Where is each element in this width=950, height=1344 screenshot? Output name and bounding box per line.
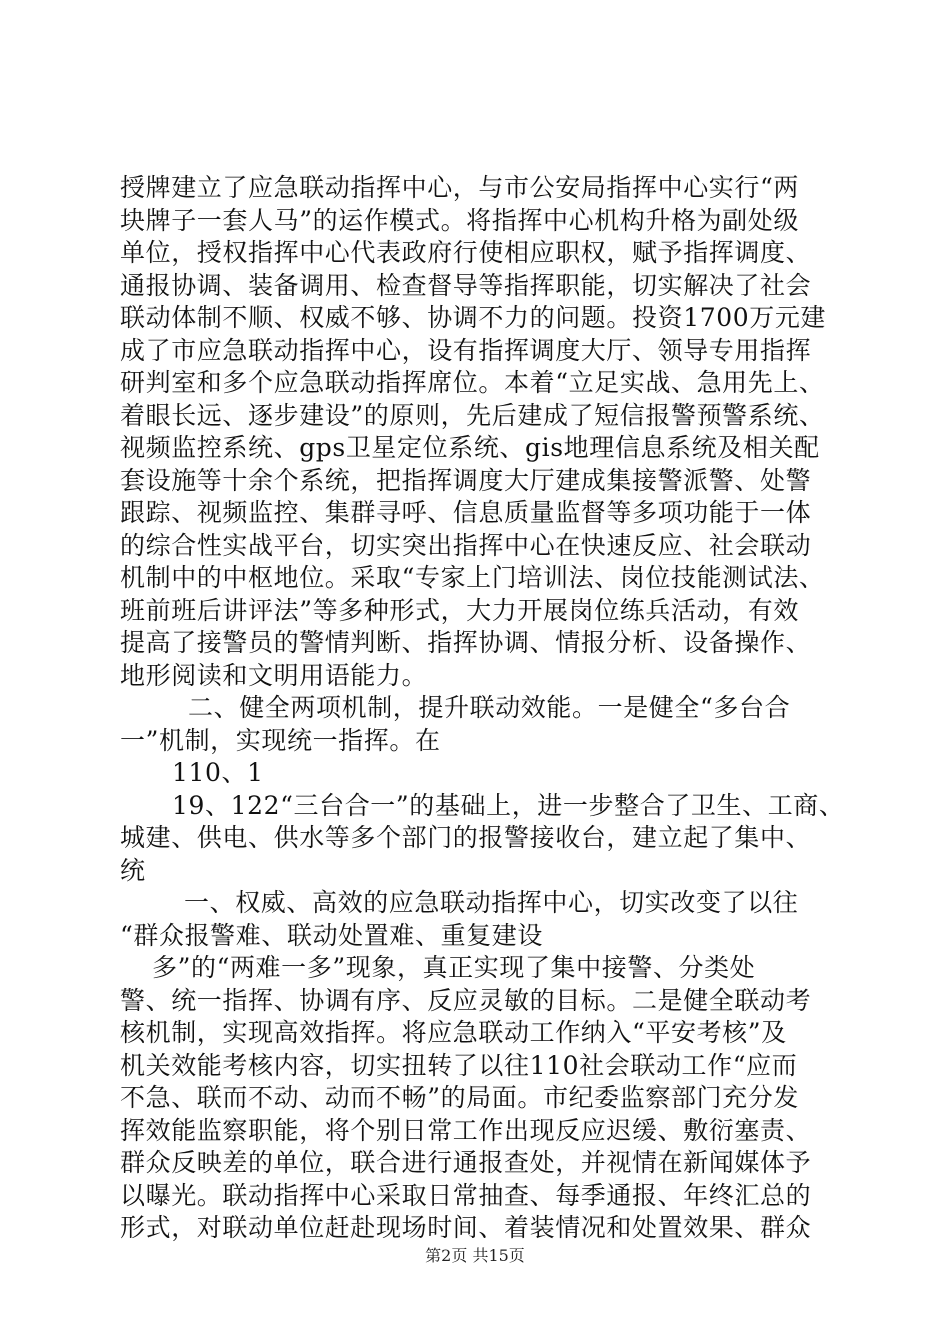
text-line: 多”的“两难一多”现象，真正实现了集中接警、分类处 xyxy=(152,953,756,982)
text-line: 110、1 xyxy=(172,758,264,787)
text-line: 成了市应急联动指挥中心，设有指挥调度大厅、领导专用指挥 xyxy=(120,335,812,365)
text-line: 群众反映差的单位，联合进行通报查处，并视情在新闻媒体予 xyxy=(120,1148,812,1177)
text-line: 研判室和多个应急联动指挥席位。本着“立足实战、急用先上、 xyxy=(120,368,825,397)
page-footer: 第2页 共15页 xyxy=(425,1246,525,1265)
text-line: 地形阅读和文明用语能力。 xyxy=(120,660,428,690)
text-line: 机关效能考核内容，切实扭转了以往110社会联动工作“应而 xyxy=(120,1050,798,1080)
text-line: 一”机制，实现统一指挥。在 xyxy=(120,725,441,755)
text-line: “群众报警难、联动处置难、重复建设 xyxy=(120,920,543,950)
document-body xyxy=(120,172,850,1245)
text-line: 套设施等十余个系统，把指挥调度大厅建成集接警派警、处警 xyxy=(120,465,812,495)
text-line: 班前班后讲评法”等多种形式，大力开展岗位练兵活动，有效 xyxy=(120,595,799,625)
text-line: 挥效能监察职能，将个别日常工作出现反应迟缓、敷衍塞责、 xyxy=(120,1115,812,1145)
text-line: 视频监控系统、gps卫星定位系统、gis地理信息系统及相关配 xyxy=(120,433,820,462)
text-line: 单位，授权指挥中心代表政府行使相应职权，赋予指挥调度、 xyxy=(120,238,812,267)
text-line: 着眼长远、逐步建设”的原则，先后建成了短信报警预警系统、 xyxy=(120,400,825,430)
text-line: 一、权威、高效的应急联动指挥中心，切实改变了以往 xyxy=(184,888,799,917)
text-line: 19、122“三台合一”的基础上，进一步整合了卫生、工商、 xyxy=(172,790,845,820)
text-line: 核机制，实现高效指挥。将应急联动工作纳入“平安考核”及 xyxy=(120,1018,787,1047)
text-line: 通报协调、装备调用、检查督导等指挥职能，切实解决了社会 xyxy=(120,270,812,300)
text-line: 城建、供电、供水等多个部门的报警接收台，建立起了集中、 xyxy=(120,823,812,852)
text-line: 跟踪、视频监控、集群寻呼、信息质量监督等多项功能于一体 xyxy=(120,498,812,527)
text-line: 联动体制不顺、权威不够、协调不力的问题。投资1700万元建 xyxy=(120,303,827,332)
text-line: 授牌建立了应急联动指挥中心，与市公安局指挥中心实行“两 xyxy=(120,173,799,202)
text-line: 机制中的中枢地位。采取“专家上门培训法、岗位技能测试法、 xyxy=(120,563,825,592)
text-line: 以曝光。联动指挥中心采取日常抽查、每季通报、年终汇总的 xyxy=(120,1180,812,1210)
section-heading-line: 二、健全两项机制，提升联动效能。一是健全“多台合 xyxy=(188,693,791,722)
text-line: 警、统一指挥、协调有序、反应灵敏的目标。二是健全联动考 xyxy=(120,985,812,1015)
text-line: 块牌子一套人马”的运作模式。将指挥中心机构升格为副处级 xyxy=(120,205,799,235)
text-line: 的综合性实战平台，切实突出指挥中心在快速反应、社会联动 xyxy=(120,530,812,560)
text-line: 统 xyxy=(120,855,146,885)
text-line: 提高了接警员的警情判断、指挥协调、情报分析、设备操作、 xyxy=(120,628,812,657)
text-line: 形式，对联动单位赶赴现场时间、着装情况和处置效果、群众 xyxy=(120,1213,812,1242)
text-line: 不急、联而不动、动而不畅”的局面。市纪委监察部门充分发 xyxy=(120,1083,799,1112)
